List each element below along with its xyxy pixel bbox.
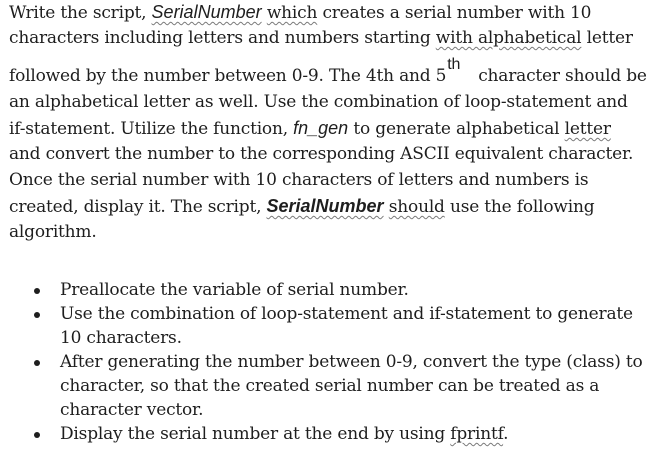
flagged-word-letter: letter bbox=[564, 119, 611, 139]
paragraph-line-4: an alphabetical letter as well. Use the combination of loop-statement and bbox=[9, 92, 628, 112]
flagged-word-should: should bbox=[388, 197, 445, 217]
paragraph-line-8 bbox=[9, 194, 649, 218]
bullet-line: 10 characters. bbox=[60, 328, 182, 348]
bullet-item bbox=[9, 302, 649, 350]
bullet-line: character, so that the created serial number can be treated as a bbox=[60, 376, 600, 396]
bullet-dot-icon bbox=[34, 312, 40, 318]
bullet-item bbox=[9, 278, 649, 302]
text-run: followed by the number between 0-9. The 4th and 5 bbox=[9, 66, 447, 86]
text-run: to generate alphabetical bbox=[348, 119, 565, 139]
flagged-word-fprintf: fprintf bbox=[450, 424, 504, 444]
bullet-dot-icon bbox=[34, 432, 40, 438]
flagged-phrase-with-alphabetical: with alphabetical bbox=[435, 28, 582, 48]
algorithm-bullet-list bbox=[9, 278, 649, 446]
paragraph-line-9: algorithm. bbox=[9, 222, 97, 242]
paragraph-line-6: and convert the number to the corresponding ASCII equivalent character. bbox=[9, 144, 634, 164]
script-name-serialnumber: SerialNumber bbox=[151, 2, 262, 22]
bullet-line: Preallocate the variable of serial number. bbox=[60, 280, 409, 300]
text-run: created, display it. The script, bbox=[9, 197, 267, 217]
text-run: if-statement. Utilize the function, bbox=[9, 119, 294, 139]
superscript-th: th bbox=[447, 56, 461, 73]
bullet-item bbox=[9, 350, 649, 422]
bullet-line: Use the combination of loop-statement and if-statement to generate bbox=[60, 304, 633, 324]
function-name-fn-gen: fn_gen bbox=[293, 118, 349, 138]
text-run: Write the script, bbox=[9, 3, 152, 23]
text-run: creates a serial number with 10 bbox=[317, 3, 592, 23]
text-run: characters including letters and numbers starting bbox=[9, 28, 436, 48]
bullet-line: character vector. bbox=[60, 400, 204, 420]
paragraph-line-1 bbox=[9, 0, 649, 24]
text-run: Display the serial number at the end by using bbox=[60, 424, 451, 444]
bullet-dot-icon bbox=[34, 360, 40, 366]
bullet-dot-icon bbox=[34, 288, 40, 294]
bullet-item bbox=[9, 422, 649, 446]
intro-paragraph bbox=[9, 0, 649, 242]
paragraph-line-5 bbox=[9, 116, 649, 140]
paragraph-line-3 bbox=[9, 56, 649, 88]
text-run: letter bbox=[581, 28, 633, 48]
document-body bbox=[9, 0, 649, 444]
text-run: character should be bbox=[478, 66, 647, 86]
paragraph-line-7: Once the serial number with 10 characters of letters and numbers is bbox=[9, 170, 589, 190]
bullet-line bbox=[60, 422, 649, 446]
bullet-line: After generating the number between 0-9, convert the type (class) to bbox=[60, 352, 643, 372]
text-run: use the following bbox=[444, 197, 595, 217]
flagged-word-which: which bbox=[266, 3, 318, 23]
script-name-serialnumber-bold: SerialNumber bbox=[266, 196, 384, 216]
text-run: . bbox=[503, 424, 509, 444]
paragraph-line-2 bbox=[9, 26, 649, 50]
